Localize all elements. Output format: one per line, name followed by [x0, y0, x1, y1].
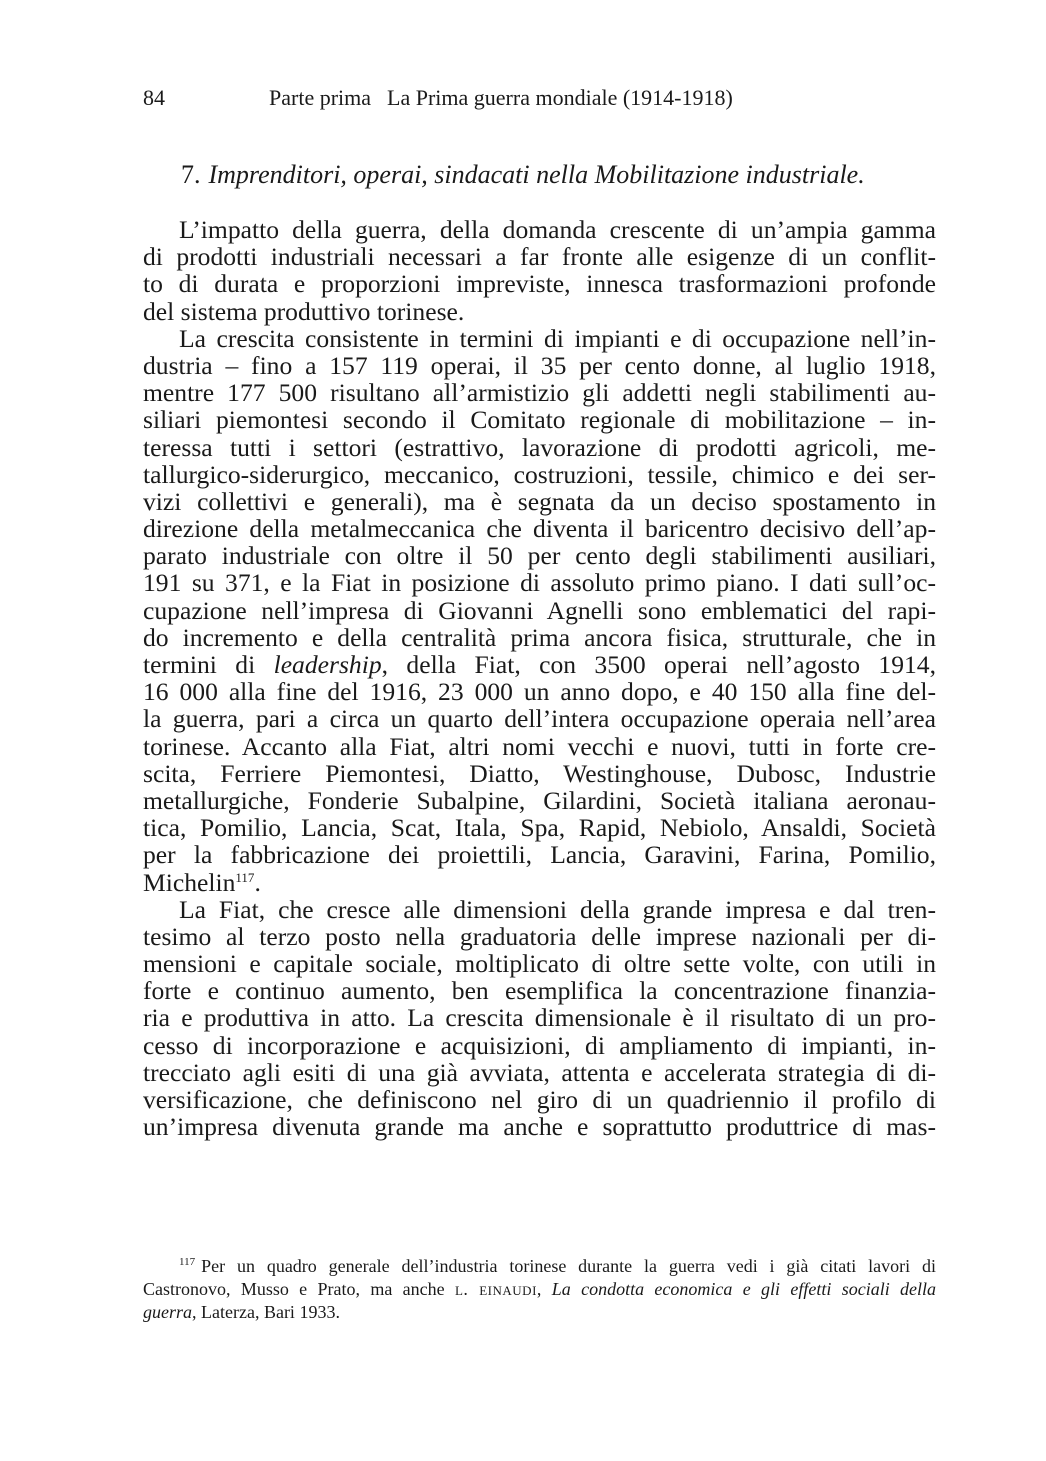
text-line: mentre 177 500 risultano all’armistizio gli addetti negli stabilimenti au- [143, 378, 936, 408]
text-line: teressa tutti i settori (estrattivo, lavorazione di prodotti agricoli, me- [143, 432, 936, 462]
text-line: cesso di incorporazione e acquisizioni, di ampliamento di impianti, in- [143, 1030, 936, 1060]
footnote-number: 117 [179, 1256, 196, 1268]
text-line: dustria – fino a 157 119 operai, il 35 per cento donne, al luglio 1918, [143, 350, 936, 380]
text-line: La crescita consistente in termini di impianti e di occupazione nell’in- [179, 323, 936, 353]
text-line: ria e produttiva in atto. La crescita dimensionale è il risultato di un pro- [143, 1003, 936, 1033]
text-line: tallurgico-siderurgico, meccanico, costruzioni, tessile, chimico e dei ser- [143, 459, 936, 489]
text-line: do incremento e della centralità prima ancora fisica, strutturale, che in [143, 622, 936, 652]
text-line: to di durata e proporzioni impreviste, innesca trasformazioni profonde [143, 269, 936, 299]
text-line: per la fabbricazione dei proiettili, Lancia, Garavini, Farina, Pomilio, [143, 840, 936, 870]
text-line: mensioni e capitale sociale, moltiplicato di oltre sette volte, con utili in [143, 949, 936, 979]
text-line: scita, Ferriere Piemontesi, Diatto, Westinghouse, Dubosc, Industrie [143, 758, 936, 788]
section-title: Imprenditori, operai, sindacati nella Mobilitazione industriale. [208, 160, 865, 189]
text-segment: Michelin [143, 867, 236, 897]
text-line: metallurgiche, Fonderie Subalpine, Gilardini, Società italiana aeronau- [143, 785, 936, 815]
text-segment: Castronovo, Musso e Prato, ma anche [143, 1279, 455, 1299]
text-line: trecciato agli esiti di una già avviata, attenta e accelerata strategia di di- [143, 1057, 936, 1087]
text-segment: , [536, 1279, 552, 1299]
text-line: la guerra, pari a circa un quarto dell’intera occupazione operaia nell’area [143, 704, 936, 734]
text-line: un’impresa divenuta grande ma anche e soprattutto produttrice di mas- [143, 1112, 936, 1142]
section-number: 7. [181, 160, 201, 189]
text-segment: , Laterza, Bari 1933. [192, 1302, 340, 1322]
text-line: L’impatto della guerra, della domanda crescente di un’ampia gamma [179, 215, 936, 244]
footnote-line [143, 1301, 936, 1324]
text-line: 16 000 alla fine del 1916, 23 000 un anno dopo, e 40 150 alla fine del- [143, 677, 936, 707]
text-segment: termini di [143, 650, 274, 679]
text-line: torinese. Accanto alla Fiat, altri nomi vecchi e nuovi, tutti in forte cre- [143, 731, 936, 761]
footnote-line [143, 1278, 936, 1301]
body-text [143, 216, 936, 1140]
text-segment: . [254, 867, 261, 897]
text-line: di prodotti industriali necessari a far fronte alle esigenze di un conflit- [143, 242, 936, 272]
text-segment: Per un quadro generale dell’industria torinese durante la guerra vedi i già citati lavori di [201, 1256, 936, 1276]
section-heading [181, 159, 941, 191]
running-head-book-title: La Prima guerra mondiale (1914-1918) [387, 85, 733, 110]
text-line: forte e continuo aumento, ben esemplifica la concentrazione finanzia- [143, 976, 936, 1006]
cited-author: l. einaudi [454, 1279, 537, 1299]
text-line: parato industriale con oltre il 50 per cento degli stabilimenti ausiliari, [143, 541, 936, 571]
footnote-line [143, 1255, 936, 1278]
cited-title: guerra [143, 1302, 192, 1322]
running-head-part: Parte prima [269, 85, 372, 110]
text-line: vizi collettivi e generali), ma è segnata da un deciso spostamento in [143, 486, 936, 516]
text-line: tica, Pomilio, Lancia, Scat, Itala, Spa, Rapid, Nebiolo, Ansaldi, Società [143, 813, 936, 843]
text-line: La Fiat, che cresce alle dimensioni della grande impresa e dal tren- [179, 894, 936, 924]
text-line: cupazione nell’impresa di Giovanni Agnelli sono emblematici del rapi- [143, 595, 936, 625]
running-head [143, 84, 943, 112]
footnote-reference[interactable]: 117 [235, 869, 255, 885]
italic-term: leadership [273, 650, 382, 679]
cited-title: La condotta economica e gli effetti sociali della [551, 1279, 937, 1299]
text-line: versificazione, che definiscono nel giro di un quadriennio il profilo di [143, 1085, 936, 1114]
text-line: siliari piemontesi secondo il Comitato regionale di mobilitazione – in- [143, 405, 936, 435]
text-line: tesimo al terzo posto nella graduatoria delle imprese nazionali per di- [143, 921, 936, 951]
text-line: 191 su 371, e la Fiat in posizione di assoluto primo piano. I dati sull’oc- [143, 568, 936, 598]
text-line [143, 869, 936, 896]
page-number: 84 [143, 85, 165, 110]
text-line [143, 651, 936, 678]
footnote [143, 1255, 936, 1324]
text-line: direzione della metalmeccanica che diventa il baricentro decisivo dell’ap- [143, 514, 936, 544]
text-segment: , della Fiat, con 3500 operai nell’agosto 1914, [381, 650, 936, 679]
text-line: del sistema produttivo torinese. [143, 296, 465, 326]
